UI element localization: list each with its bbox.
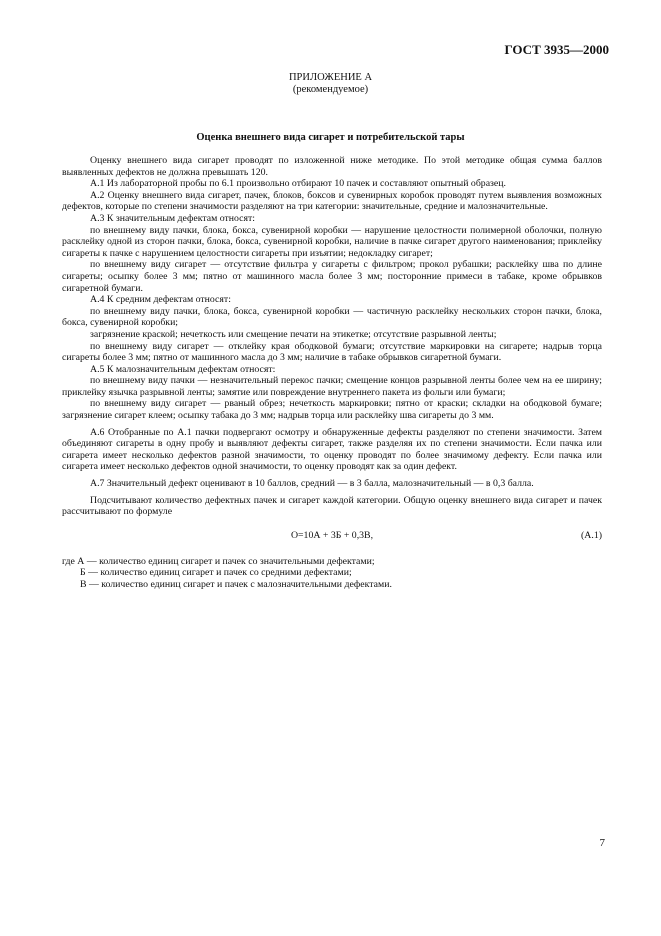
- paragraph-count: Подсчитывают количество дефектных пачек и сигарет каждой категории. Общую оценку внешнего вида сигарет и пачек рассчитывают по формуле: [62, 494, 602, 518]
- annex-subtitle: (рекомендуемое): [292, 84, 369, 95]
- paragraph-a5: А.5 К малозначительным дефектам относят:: [90, 363, 276, 375]
- paragraph-a3-pack: по внешнему виду пачки, блока, бокса, сувенирной коробки — нарушение целостности полимерной оболочки, полную расклейку одной из сторон пачки, блока, бокса, сувенирной коробки, наличие в пачке сигарет другого наименования; приклейку сигареты к пачке с нарушением целостности сигареты при изъятии; недокладку сигарет;: [62, 224, 602, 259]
- document-body: [62, 155, 602, 591]
- paragraph-a5-cigarette: по внешнему виду сигарет — рваный обрез; нечеткость маркировки; пятно от краски; складки на ободковой бумаге; загрязнение сигарет клеем; осыпку табака до 3 мм; надрыв торца или расклейку шва сигареты до 3 мм.: [62, 398, 602, 422]
- paragraph-a4-pack: по внешнему виду пачки, блока, бокса, сувенирной коробки — частичную расклейку нескольких сторон пачки, блока, бокса, сувенирной коробки;: [62, 305, 602, 329]
- paragraph-a4: А.4 К средним дефектам относят:: [90, 294, 231, 306]
- legend-item-v: В — количество единиц сигарет и пачек с малозначительными дефектами.: [80, 579, 392, 590]
- standard-header: ГОСТ 3935—2000: [504, 42, 609, 57]
- paragraph-a3-cigarette: по внешнему виду сигарет — отсутствие фильтра у сигареты с фильтром; прокол рубашки; расклейку шва по длине сигареты; осыпку более 3 мм; пятно от машинного масла более 3 мм; посторонние примеси в табаке, кроме обрывков сигаретной бумаги.: [62, 259, 602, 294]
- paragraph-a2: А.2 Оценку внешнего вида сигарет, пачек, блоков, боксов и сувенирных коробок проводят путем выявления возможных дефектов, которые по степени значимости разделяют на три категории: значительные, средние и малозначительные.: [62, 189, 602, 213]
- paragraph-a4-print: загрязнение краской; нечеткость или смещение печати на этикетке; отсутствие разрывной ленты;: [90, 328, 497, 340]
- legend-item-b: Б — количество единиц сигарет и пачек со средними дефектами;: [80, 567, 352, 579]
- paragraph-a3: А.3 К значительным дефектам относят:: [90, 212, 256, 224]
- paragraph-a7: А.7 Значительный дефект оценивают в 10 баллов, средний — в 3 балла, малозначительный — в 0,3 балла.: [90, 478, 534, 490]
- formula-expression: О=10А + 3Б + 0,3В,: [290, 529, 374, 541]
- formula-number: (А.1): [581, 529, 602, 541]
- paragraph-a5-pack: по внешнему виду пачки — незначительный перекос пачки; смещение концов разрывной ленты более чем на ее ширину; приклейку язычка разрывной ленты; замятие или повреждение внутреннего пакета из фольги или бумаги;: [62, 375, 602, 398]
- annex-heading: [0, 72, 661, 96]
- page-number: 7: [599, 837, 605, 849]
- paragraph-a6: А.6 Отобранные по А.1 пачки подвергают осмотру и обнаруженные дефекты разделяют по степени значимости. Затем объединяют сигареты в одну пробу и выявляют дефекты сигарет, также разделяя их по степени значимости. Если пачка или сигарета имеет несколько дефектов разной значимости, то оценку проводят по более значимому дефекту. Если пачка или сигарета имеет несколько дефектов одной значимости, то оценку проводят как за один дефект.: [62, 426, 602, 473]
- section-title: Оценка внешнего вида сигарет и потребительской тары: [196, 132, 465, 143]
- paragraph-intro: Оценку внешнего вида сигарет проводят по изложенной ниже методике. По этой методике общая сумма баллов выявленных дефектов не должна превышать 120.: [62, 155, 602, 178]
- legend-item-a: где А — количество единиц сигарет и пачек со значительными дефектами;: [62, 555, 375, 567]
- paragraph-a4-cigarette: по внешнему виду сигарет — отклейку края ободковой бумаги; отсутствие маркировки на сигарете; надрыв торца сигареты более 3 мм; пятно от машинного масла до 3 мм; наличие в табаке обрывков сигаретной бумаги.: [62, 340, 602, 364]
- formula-block: [62, 530, 602, 544]
- paragraph-a1: А.1 Из лабораторной пробы по 6.1 произвольно отбирают 10 пачек и составляют опытный образец.: [90, 178, 506, 190]
- formula-legend: [62, 556, 602, 591]
- annex-title: ПРИЛОЖЕНИЕ А: [288, 72, 373, 83]
